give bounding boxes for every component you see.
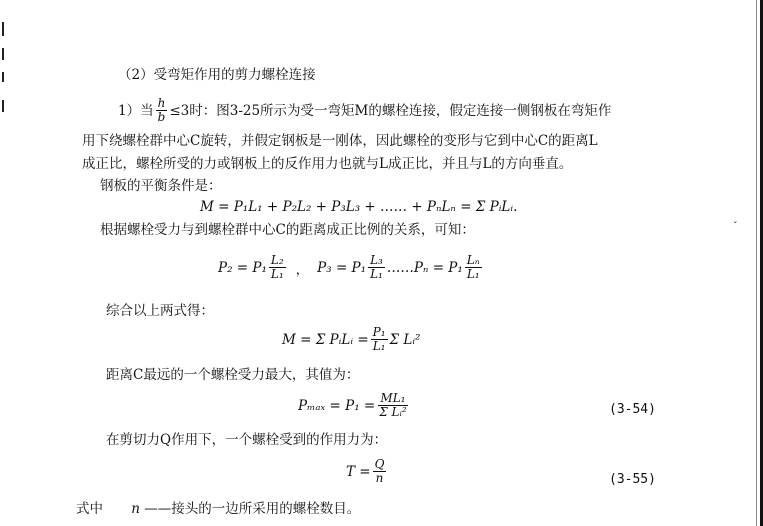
max-lhs: Pₘₐₓ = P₁ = xyxy=(298,397,376,414)
pn-fraction xyxy=(465,254,482,281)
scan-edge-mark xyxy=(2,22,4,36)
proportion-separator: ， xyxy=(295,261,310,278)
paragraph-prefix: 1）当 xyxy=(118,102,154,119)
section-heading: （2）受弯矩作用的剪力螺栓连接 xyxy=(118,67,316,83)
paragraph-line-2: 用下绕螺栓群中心C旋转，并假定钢板是一刚体，因此螺栓的变形与它到中心C的距离L xyxy=(82,133,598,149)
footnote-text: ——接头的一边所采用的螺栓数目。 xyxy=(144,501,361,517)
shear-numerator: Q xyxy=(374,457,385,471)
combined-rhs: Σ Lᵢ² xyxy=(389,331,421,348)
combined-lhs: M = Σ PᵢLᵢ = xyxy=(282,331,369,348)
shear-text: 在剪切力Q作用下，一个螺栓受到的作用力为： xyxy=(106,432,388,448)
scan-edge-mark xyxy=(2,100,4,112)
footnote-label: 式中 xyxy=(76,501,103,517)
p3-denominator: L₁ xyxy=(370,267,383,281)
pn-denominator: L₁ xyxy=(466,267,480,281)
pn-lhs: ……Pₙ = P₁ xyxy=(386,259,463,276)
p3-fraction xyxy=(368,254,385,281)
scan-speck: ˇ xyxy=(733,222,738,232)
combine-text: 综合以上两式得： xyxy=(106,303,214,319)
p2-fraction xyxy=(269,254,286,281)
condition-numerator: h xyxy=(157,96,166,110)
balance-equation: M = P₁L₁ + P₂L₂ + P₃L₃ + …… + PₙLₙ = Σ PᵢLᵢ. xyxy=(200,199,518,215)
footnote xyxy=(76,500,360,518)
p2-denominator: L₁ xyxy=(270,267,284,281)
scan-edge-mark xyxy=(2,48,4,60)
max-force-equation xyxy=(298,392,411,419)
footnote-symbol: n xyxy=(131,501,140,517)
scan-right-border-inner xyxy=(756,0,757,526)
condition-fraction xyxy=(156,97,168,124)
shear-fraction xyxy=(373,458,387,485)
max-denominator: Σ Lᵢ² xyxy=(379,405,407,419)
scan-edge-mark xyxy=(2,72,4,82)
balance-label: 钢板的平衡条件是： xyxy=(100,178,222,194)
p3-lhs: P₃ = P₁ xyxy=(317,259,367,276)
max-numerator: ML₁ xyxy=(380,391,406,405)
combined-denominator: L₁ xyxy=(372,339,386,353)
paragraph-line-1 xyxy=(118,97,611,124)
paragraph-line-3: 成正比，螺栓所受的力或钢板上的反作用力也就与L成正比，并且与L的方向垂直。 xyxy=(82,156,573,172)
p3-numerator: L₃ xyxy=(370,253,383,267)
p2-lhs: P₂ = P₁ xyxy=(218,259,267,276)
combined-fraction xyxy=(371,326,388,353)
equation-number-3-55: (3-55) xyxy=(609,472,656,487)
p2-numerator: L₂ xyxy=(270,253,284,267)
proportion-text: 根据螺栓受力与到螺栓群中心C的距离成正比例的关系，可知： xyxy=(100,222,475,238)
combined-numerator: P₁ xyxy=(372,325,386,339)
paragraph-condition-tail: ≤3时：图3-25所示为受一弯矩M的螺栓连接，假定连接一侧钢板在弯矩作 xyxy=(169,102,612,119)
proportion-equations xyxy=(218,254,484,281)
max-force-text: 距离C最远的一个螺栓受力最大，其值为： xyxy=(106,367,360,383)
equation-number-3-54: (3-54) xyxy=(609,402,656,417)
shear-denominator: n xyxy=(375,471,384,485)
max-fraction xyxy=(377,392,409,419)
pn-numerator: Lₙ xyxy=(466,253,480,267)
shear-lhs: T = xyxy=(346,463,371,480)
combined-equation xyxy=(282,326,420,353)
condition-denominator: b xyxy=(157,110,166,124)
shear-equation xyxy=(346,458,388,485)
